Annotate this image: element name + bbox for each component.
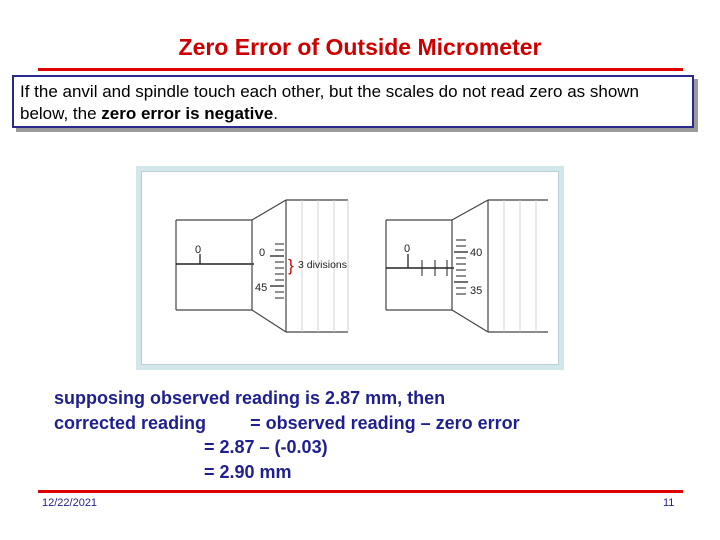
calc-line-2 <box>54 411 520 436</box>
divisions-annotation: 3 divisions <box>298 259 348 271</box>
calc-line-2-label: corrected reading <box>54 412 207 433</box>
divisions-brace: } <box>288 256 294 275</box>
intro-callout <box>12 75 694 128</box>
calc-line-2-value: = observed reading – zero error <box>250 412 520 433</box>
intro-period: . <box>273 104 278 123</box>
right-sleeve-zero-label: 0 <box>404 243 411 255</box>
left-sleeve-zero-label: 0 <box>195 244 202 256</box>
right-thimble-35-label: 35 <box>470 285 483 297</box>
page-number: 11 <box>663 497 675 509</box>
right-micrometer <box>386 200 548 332</box>
calc-line-1: supposing observed reading is 2.87 mm, then <box>54 388 446 408</box>
slide-title: Zero Error of Outside Micrometer <box>178 34 542 60</box>
left-thimble-45-label: 45 <box>255 282 268 294</box>
bottom-divider <box>38 490 683 493</box>
top-divider <box>38 68 683 71</box>
left-thimble-zero-label: 0 <box>259 247 266 259</box>
footer-date: 12/22/2021 <box>42 497 98 509</box>
micrometer-drawing <box>142 172 558 364</box>
calc-line-3: = 2.87 – (-0.03) <box>204 437 328 457</box>
right-thimble-40-label: 40 <box>470 247 483 259</box>
intro-text: If the anvil and spindle touch each other, but the scales do not read zero as shown below, the <box>20 82 640 123</box>
micrometer-figure <box>136 166 564 370</box>
left-micrometer <box>176 200 348 332</box>
intro-emphasis: zero error is negative <box>101 104 274 123</box>
calc-line-4: = 2.90 mm <box>204 461 292 482</box>
calculation-text <box>54 386 520 484</box>
